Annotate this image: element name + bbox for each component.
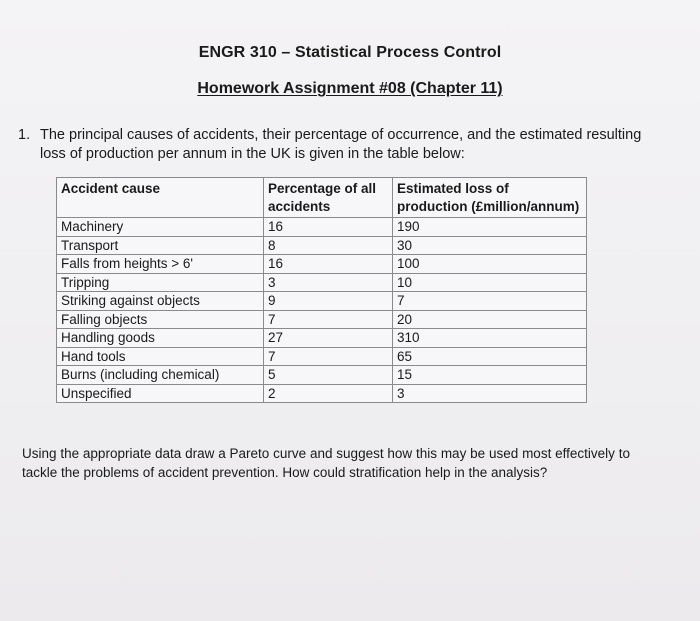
- cell-loss: 20: [393, 310, 587, 329]
- cell-percentage: 9: [264, 292, 393, 311]
- table-row: [57, 218, 587, 237]
- cell-percentage: 3: [264, 273, 393, 292]
- cell-percentage: 7: [264, 310, 393, 329]
- cell-percentage: 27: [264, 329, 393, 348]
- cell-loss: 7: [393, 292, 587, 311]
- table-row: [57, 310, 587, 329]
- cell-cause: Unspecified: [57, 384, 264, 403]
- cell-loss: 190: [393, 218, 587, 237]
- cell-percentage: 8: [264, 236, 393, 255]
- cell-cause: Transport: [57, 236, 264, 255]
- table-row: [57, 347, 587, 366]
- header-percentage: Percentage of all accidents: [264, 178, 393, 218]
- cell-percentage: 16: [264, 218, 393, 237]
- cell-cause: Tripping: [57, 273, 264, 292]
- question-text: The principal causes of accidents, their percentage of occurrence, and the estimated resulting loss of production per annum in the UK is given in the table below:: [40, 127, 642, 162]
- table-row: [57, 236, 587, 255]
- cell-loss: 30: [393, 236, 587, 255]
- accident-table: [56, 177, 587, 403]
- cell-percentage: 5: [264, 366, 393, 385]
- table-header-row: [57, 178, 587, 218]
- closing-instructions: Using the appropriate data draw a Pareto curve and suggest how this may be used most effectively to tackle the problems of accident prevention. How could stratification help in the analysis?: [22, 446, 630, 480]
- cell-cause: Machinery: [57, 218, 264, 237]
- assignment-title: Homework Assignment #08 (Chapter 11): [197, 80, 503, 97]
- cell-cause: Falls from heights > 6': [57, 255, 264, 274]
- cell-cause: Falling objects: [57, 310, 264, 329]
- cell-loss: 65: [393, 347, 587, 366]
- cell-cause: Striking against objects: [57, 292, 264, 311]
- cell-cause: Burns (including chemical): [57, 366, 264, 385]
- cell-loss: 15: [393, 366, 587, 385]
- cell-percentage: 2: [264, 384, 393, 403]
- table-row: [57, 292, 587, 311]
- header-accident-cause: Accident cause: [57, 178, 264, 218]
- cell-cause: Handling goods: [57, 329, 264, 348]
- cell-loss: 100: [393, 255, 587, 274]
- table-row: [57, 273, 587, 292]
- cell-percentage: 16: [264, 255, 393, 274]
- table-row: [57, 255, 587, 274]
- question-number: 1.: [18, 127, 31, 143]
- cell-percentage: 7: [264, 347, 393, 366]
- cell-cause: Hand tools: [57, 347, 264, 366]
- cell-loss: 310: [393, 329, 587, 348]
- table-row: [57, 329, 587, 348]
- table-row: [57, 384, 587, 403]
- table-row: [57, 366, 587, 385]
- cell-loss: 10: [393, 273, 587, 292]
- course-title: ENGR 310 – Statistical Process Control: [198, 44, 502, 61]
- cell-loss: 3: [393, 384, 587, 403]
- header-loss: Estimated loss of production (£million/annum): [393, 178, 587, 218]
